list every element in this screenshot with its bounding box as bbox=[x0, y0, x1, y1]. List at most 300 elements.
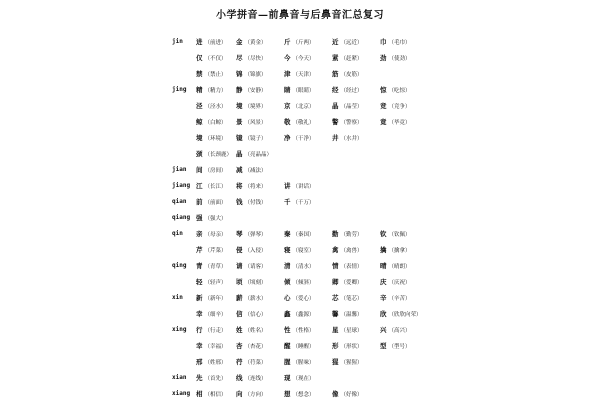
pinyin-row bbox=[172, 290, 572, 306]
char-entry bbox=[196, 370, 227, 387]
example-word: （笔芯） bbox=[340, 296, 363, 302]
char-entry bbox=[380, 242, 411, 259]
char-entry bbox=[380, 82, 411, 99]
character: 劲 bbox=[380, 54, 387, 62]
example-word: （天津） bbox=[292, 72, 315, 78]
character: 境 bbox=[236, 102, 243, 110]
character: 竞 bbox=[380, 102, 387, 110]
example-word: （轻声） bbox=[204, 280, 227, 286]
example-word: （使劲） bbox=[388, 56, 411, 62]
example-word: （姓名） bbox=[244, 328, 267, 334]
pinyin-row bbox=[172, 98, 572, 114]
char-entry bbox=[236, 50, 267, 67]
character: 先 bbox=[196, 374, 203, 382]
character: 杏 bbox=[236, 342, 243, 350]
char-entry bbox=[236, 130, 267, 147]
character: 请 bbox=[236, 262, 243, 270]
char-entry bbox=[236, 34, 267, 51]
example-word: （长江） bbox=[204, 184, 227, 190]
pinyin-row bbox=[172, 274, 572, 290]
page-title: 小学拼音—前鼻音与后鼻音汇总复习 bbox=[216, 10, 384, 21]
character: 讲 bbox=[284, 182, 291, 190]
example-word: （弹琴） bbox=[244, 232, 267, 238]
character: 侵 bbox=[236, 246, 243, 254]
char-entry bbox=[284, 290, 315, 307]
example-word: （千万） bbox=[292, 200, 315, 206]
char-entry bbox=[332, 386, 363, 403]
example-word: （欣欣向荣） bbox=[388, 312, 422, 318]
character: 晶 bbox=[236, 150, 243, 158]
char-entry bbox=[236, 274, 267, 291]
char-entry bbox=[284, 66, 315, 83]
character: 泾 bbox=[196, 102, 203, 110]
char-entry bbox=[332, 306, 363, 323]
char-entry bbox=[332, 34, 363, 51]
character: 鑫 bbox=[284, 310, 291, 318]
example-word: （姓邢） bbox=[204, 360, 227, 366]
example-word: （倾斜） bbox=[292, 280, 315, 286]
example-word: （锦旗） bbox=[244, 72, 267, 78]
example-word: （请客） bbox=[244, 264, 267, 270]
character: 经 bbox=[332, 86, 339, 94]
character: 近 bbox=[332, 38, 339, 46]
example-word: （爱心） bbox=[292, 296, 315, 302]
char-entry bbox=[196, 34, 227, 51]
char-entry bbox=[332, 242, 363, 259]
char-entry bbox=[196, 338, 227, 355]
char-entry bbox=[236, 258, 267, 275]
char-entry bbox=[332, 290, 363, 307]
character: 星 bbox=[332, 326, 339, 334]
character: 兴 bbox=[380, 326, 387, 334]
example-word: （擒拿） bbox=[388, 248, 411, 254]
example-word: （尽快） bbox=[244, 56, 267, 62]
example-word: （皮筋） bbox=[340, 72, 363, 78]
pinyin-row bbox=[172, 354, 572, 370]
character: 仅 bbox=[196, 54, 203, 62]
example-word: （信心） bbox=[244, 312, 267, 318]
example-word: （辛苦） bbox=[388, 296, 411, 302]
example-word: （黄金） bbox=[244, 40, 267, 46]
character: 琴 bbox=[236, 230, 243, 238]
example-word: （型号） bbox=[388, 344, 411, 350]
pinyin-row bbox=[172, 50, 572, 66]
character: 进 bbox=[196, 38, 203, 46]
char-entry bbox=[380, 306, 422, 323]
char-entry bbox=[284, 306, 315, 323]
example-word: （白鲸） bbox=[204, 120, 227, 126]
character: 鲸 bbox=[196, 118, 203, 126]
char-entry bbox=[236, 338, 267, 355]
example-word: （毛巾） bbox=[388, 40, 411, 46]
character: 薪 bbox=[236, 294, 243, 302]
character: 前 bbox=[196, 198, 203, 206]
character: 金 bbox=[236, 38, 243, 46]
character: 芹 bbox=[196, 246, 203, 254]
char-entry bbox=[284, 34, 315, 51]
pinyin-row bbox=[172, 322, 572, 338]
example-word: （鑫源） bbox=[292, 312, 315, 318]
char-entry bbox=[196, 226, 227, 243]
char-entry bbox=[284, 114, 315, 131]
example-word: （精力） bbox=[204, 88, 227, 94]
char-entry bbox=[236, 226, 267, 243]
character: 晶 bbox=[332, 102, 339, 110]
example-word: （赶紧） bbox=[340, 56, 363, 62]
char-entry bbox=[284, 98, 315, 115]
char-entry bbox=[196, 290, 227, 307]
char-entry bbox=[236, 306, 267, 323]
character: 性 bbox=[284, 326, 291, 334]
character: 强 bbox=[196, 214, 203, 222]
example-word: （敬礼） bbox=[292, 120, 315, 126]
example-word: （杏花） bbox=[244, 344, 267, 350]
pinyin-label: qing bbox=[172, 262, 187, 269]
pinyin-row bbox=[172, 226, 572, 242]
pinyin-row bbox=[172, 306, 572, 322]
example-word: （今天） bbox=[292, 56, 315, 62]
example-word: （现在） bbox=[292, 376, 315, 382]
example-word: （房间） bbox=[204, 168, 227, 174]
example-word: （前进） bbox=[204, 40, 227, 46]
example-word: （讲话） bbox=[292, 184, 315, 190]
char-entry bbox=[284, 354, 315, 371]
pinyin-row bbox=[172, 338, 572, 354]
char-entry bbox=[284, 338, 315, 355]
char-entry bbox=[380, 322, 411, 339]
char-entry bbox=[284, 386, 315, 403]
char-entry bbox=[380, 226, 411, 243]
example-word: （连线） bbox=[244, 376, 267, 382]
pinyin-label: jian bbox=[172, 166, 187, 173]
pinyin-row bbox=[172, 178, 572, 194]
char-entry bbox=[236, 146, 272, 163]
char-entry bbox=[380, 98, 411, 115]
example-word: （禽兽） bbox=[340, 248, 363, 254]
example-word: （镜子） bbox=[244, 136, 267, 142]
example-word: （表情） bbox=[340, 264, 363, 270]
example-word: （青草） bbox=[204, 264, 227, 270]
character: 精 bbox=[196, 86, 203, 94]
char-entry bbox=[332, 322, 363, 339]
char-entry bbox=[236, 370, 267, 387]
char-entry bbox=[332, 50, 363, 67]
character: 景 bbox=[236, 118, 243, 126]
example-word: （方向） bbox=[244, 392, 267, 398]
example-word: （禁止） bbox=[204, 72, 227, 78]
example-word: （猩猩） bbox=[340, 360, 363, 366]
character: 型 bbox=[380, 342, 387, 350]
example-word: （安静） bbox=[244, 88, 267, 94]
char-entry bbox=[236, 114, 267, 131]
character: 醒 bbox=[284, 342, 291, 350]
character: 钱 bbox=[236, 198, 243, 206]
character: 今 bbox=[284, 54, 291, 62]
example-word: （相信） bbox=[204, 392, 227, 398]
example-word: （远近） bbox=[340, 40, 363, 46]
char-entry bbox=[196, 210, 227, 227]
pinyin-label: jin bbox=[172, 38, 183, 45]
example-word: （性格） bbox=[292, 328, 315, 334]
char-entry bbox=[284, 178, 315, 195]
character: 形 bbox=[332, 342, 339, 350]
character: 顷 bbox=[236, 278, 243, 286]
character: 青 bbox=[196, 262, 203, 270]
example-word: （睡醒） bbox=[292, 344, 315, 350]
character: 勤 bbox=[332, 230, 339, 238]
character: 幸 bbox=[196, 342, 203, 350]
example-word: （吃惊） bbox=[388, 88, 411, 94]
character: 井 bbox=[332, 134, 339, 142]
character: 竟 bbox=[380, 118, 387, 126]
character: 新 bbox=[196, 294, 203, 302]
example-word: （境界） bbox=[244, 104, 267, 110]
example-word: （顷刻） bbox=[244, 280, 267, 286]
example-word: （长颈鹿） bbox=[204, 152, 233, 158]
char-entry bbox=[284, 50, 315, 67]
character: 心 bbox=[284, 294, 291, 302]
pinyin-label: xian bbox=[172, 374, 187, 381]
char-entry bbox=[196, 242, 227, 259]
char-entry bbox=[284, 322, 315, 339]
pinyin-label: xin bbox=[172, 294, 183, 301]
character: 钦 bbox=[380, 230, 387, 238]
pinyin-row bbox=[172, 146, 572, 162]
character: 向 bbox=[236, 390, 243, 398]
char-entry bbox=[380, 274, 411, 291]
character: 津 bbox=[284, 70, 291, 78]
example-word: （眼睛） bbox=[292, 88, 315, 94]
char-entry bbox=[332, 66, 363, 83]
character: 惊 bbox=[380, 86, 387, 94]
example-word: （新年） bbox=[204, 296, 227, 302]
example-word: （钦佩） bbox=[388, 232, 411, 238]
pinyin-row bbox=[172, 210, 572, 226]
char-entry bbox=[380, 50, 411, 67]
character: 将 bbox=[236, 182, 243, 190]
character: 清 bbox=[284, 262, 291, 270]
char-entry bbox=[284, 242, 315, 259]
example-word: （竞争） bbox=[388, 104, 411, 110]
example-word: （首先） bbox=[204, 376, 227, 382]
character: 减 bbox=[236, 166, 243, 174]
character: 荇 bbox=[236, 358, 243, 366]
char-entry bbox=[196, 194, 227, 211]
example-word: （北京） bbox=[292, 104, 315, 110]
character: 姓 bbox=[236, 326, 243, 334]
example-word: （将来） bbox=[244, 184, 267, 190]
char-entry bbox=[284, 370, 315, 387]
example-word: （晴朗） bbox=[388, 264, 411, 270]
character: 轻 bbox=[196, 278, 203, 286]
pinyin-label: qin bbox=[172, 230, 183, 237]
pinyin-row bbox=[172, 34, 572, 50]
pinyin-row bbox=[172, 82, 572, 98]
example-word: （环境） bbox=[204, 136, 227, 142]
char-entry bbox=[332, 130, 363, 147]
character: 辛 bbox=[380, 294, 387, 302]
example-word: （荇菜） bbox=[244, 360, 267, 366]
character: 行 bbox=[196, 326, 203, 334]
example-word: （风景） bbox=[244, 120, 267, 126]
char-entry bbox=[196, 322, 227, 339]
character: 颈 bbox=[196, 150, 203, 158]
pinyin-label: qian bbox=[172, 198, 187, 205]
example-word: （温馨） bbox=[340, 312, 363, 318]
char-entry bbox=[196, 130, 227, 147]
char-entry bbox=[236, 162, 267, 179]
example-word: （芹菜） bbox=[204, 248, 227, 254]
char-entry bbox=[284, 82, 315, 99]
example-word: （高兴） bbox=[388, 328, 411, 334]
character: 卿 bbox=[332, 278, 339, 286]
character: 镜 bbox=[236, 134, 243, 142]
pinyin-row bbox=[172, 258, 572, 274]
example-word: （亮晶晶） bbox=[244, 152, 273, 158]
example-word: （腥味） bbox=[292, 360, 315, 366]
char-entry bbox=[196, 386, 227, 403]
character: 亲 bbox=[196, 230, 203, 238]
example-word: （庆祝） bbox=[388, 280, 411, 286]
char-entry bbox=[380, 290, 411, 307]
char-entry bbox=[196, 354, 227, 371]
char-entry bbox=[284, 226, 315, 243]
example-word: （行走） bbox=[204, 328, 227, 334]
char-entry bbox=[284, 194, 315, 211]
char-entry bbox=[284, 258, 315, 275]
character: 睛 bbox=[284, 86, 291, 94]
char-entry bbox=[236, 290, 267, 307]
char-entry bbox=[380, 338, 411, 355]
char-entry bbox=[380, 34, 411, 51]
char-entry bbox=[332, 258, 363, 275]
pinyin-label: xiang bbox=[172, 390, 191, 397]
char-entry bbox=[380, 258, 411, 275]
pinyin-row bbox=[172, 114, 572, 130]
char-entry bbox=[284, 130, 315, 147]
char-entry bbox=[196, 306, 227, 323]
character: 境 bbox=[196, 134, 203, 142]
char-entry bbox=[332, 98, 363, 115]
character: 倾 bbox=[284, 278, 291, 286]
char-entry bbox=[196, 274, 227, 291]
character: 情 bbox=[332, 262, 339, 270]
character: 邢 bbox=[196, 358, 203, 366]
char-entry bbox=[236, 178, 267, 195]
pinyin-row bbox=[172, 66, 572, 82]
pinyin-row bbox=[172, 194, 572, 210]
character: 腥 bbox=[284, 358, 291, 366]
example-word: （想念） bbox=[292, 392, 315, 398]
character: 净 bbox=[284, 134, 291, 142]
example-word: （幸福） bbox=[204, 344, 227, 350]
example-word: （清水） bbox=[292, 264, 315, 270]
pinyin-row bbox=[172, 242, 572, 258]
example-word: （星球） bbox=[340, 328, 363, 334]
pinyin-row bbox=[172, 162, 572, 178]
char-entry bbox=[332, 274, 363, 291]
char-entry bbox=[284, 274, 315, 291]
character: 秦 bbox=[284, 230, 291, 238]
example-word: （勤劳） bbox=[340, 232, 363, 238]
char-entry bbox=[196, 82, 227, 99]
char-entry bbox=[236, 98, 267, 115]
example-word: （细辛） bbox=[204, 312, 227, 318]
char-entry bbox=[196, 66, 227, 83]
char-entry bbox=[236, 82, 267, 99]
pinyin-list bbox=[172, 34, 572, 402]
character: 猩 bbox=[332, 358, 339, 366]
character: 幸 bbox=[196, 310, 203, 318]
character: 晴 bbox=[380, 262, 387, 270]
character: 锦 bbox=[236, 70, 243, 78]
char-entry bbox=[236, 242, 267, 259]
example-word: （强大） bbox=[204, 216, 227, 222]
char-entry bbox=[236, 354, 267, 371]
char-entry bbox=[332, 114, 363, 131]
example-word: （形状） bbox=[340, 344, 363, 350]
character: 现 bbox=[284, 374, 291, 382]
pinyin-label: jiang bbox=[172, 182, 191, 189]
character: 江 bbox=[196, 182, 203, 190]
char-entry bbox=[196, 146, 232, 163]
char-entry bbox=[196, 178, 227, 195]
character: 寝 bbox=[284, 246, 291, 254]
example-word: （薪水） bbox=[244, 296, 267, 302]
example-word: （晶莹） bbox=[340, 104, 363, 110]
character: 像 bbox=[332, 390, 339, 398]
example-word: （秦国） bbox=[292, 232, 315, 238]
example-word: （水井） bbox=[340, 136, 363, 142]
character: 敬 bbox=[284, 118, 291, 126]
character: 擒 bbox=[380, 246, 387, 254]
char-entry bbox=[196, 162, 227, 179]
character: 尽 bbox=[236, 54, 243, 62]
example-word: （爱卿） bbox=[340, 280, 363, 286]
char-entry bbox=[236, 66, 267, 83]
character: 间 bbox=[196, 166, 203, 174]
example-word: （毕竟） bbox=[388, 120, 411, 126]
pinyin-label: xing bbox=[172, 326, 187, 333]
character: 庆 bbox=[380, 278, 387, 286]
char-entry bbox=[196, 258, 227, 275]
example-word: （干净） bbox=[292, 136, 315, 142]
character: 千 bbox=[284, 198, 291, 206]
example-word: （母亲） bbox=[204, 232, 227, 238]
example-word: （泾水） bbox=[204, 104, 227, 110]
example-word: （寝室） bbox=[292, 248, 315, 254]
pinyin-row bbox=[172, 130, 572, 146]
char-entry bbox=[332, 82, 363, 99]
pinyin-label: jing bbox=[172, 86, 187, 93]
example-word: （前面） bbox=[204, 200, 227, 206]
pinyin-label: qiang bbox=[172, 214, 191, 221]
pinyin-row bbox=[172, 370, 572, 386]
example-word: （好像） bbox=[340, 392, 363, 398]
character: 相 bbox=[196, 390, 203, 398]
example-word: （入侵） bbox=[244, 248, 267, 254]
character: 静 bbox=[236, 86, 243, 94]
character: 巾 bbox=[380, 38, 387, 46]
char-entry bbox=[380, 114, 411, 131]
char-entry bbox=[196, 50, 227, 67]
char-entry bbox=[332, 354, 363, 371]
example-word: （经过） bbox=[340, 88, 363, 94]
char-entry bbox=[236, 386, 267, 403]
char-entry bbox=[196, 98, 227, 115]
character: 京 bbox=[284, 102, 291, 110]
character: 禁 bbox=[196, 70, 203, 78]
